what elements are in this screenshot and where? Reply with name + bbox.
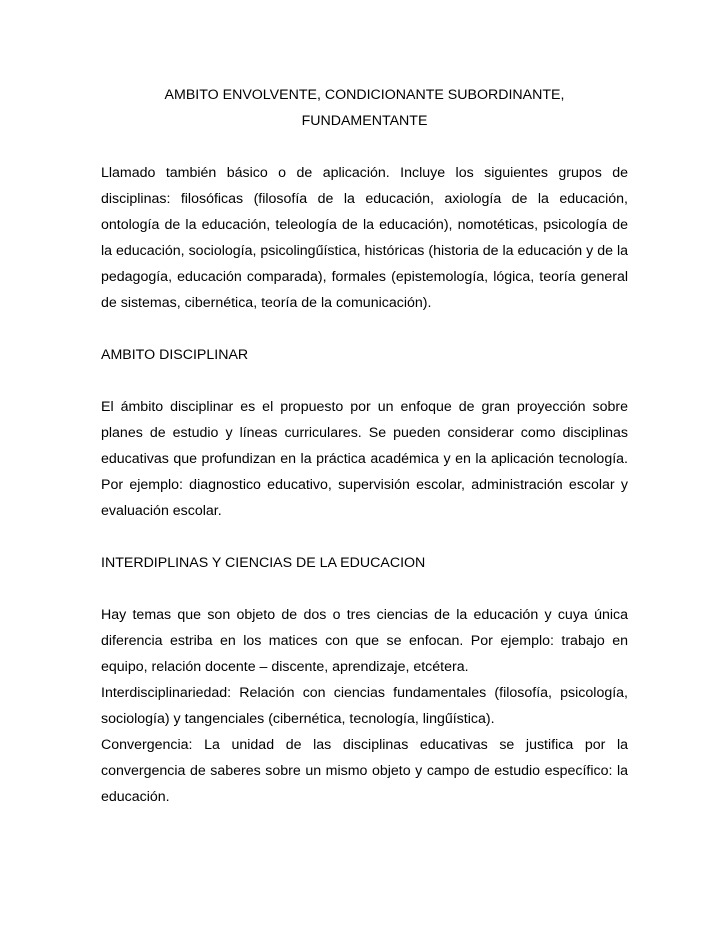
paragraph-ambito-disciplinar: El ámbito disciplinar es el propuesto por un enfoque de gran proyección sobre planes de estudio y líneas curriculares. Se pueden considerar como disciplinas educativas que profundizan en la práctica académica y en la aplicación tecnología. Por ejemplo: diagnostico educativo, supervisión escolar, administración escolar y evaluación escolar. — [101, 399, 628, 519]
section-heading-interdisciplinas: INTERDIPLINAS Y CIENCIAS DE LA EDUCACION — [101, 555, 426, 571]
document-title — [101, 82, 628, 134]
spacer — [101, 316, 628, 342]
spacer — [101, 576, 628, 602]
title-line-2: FUNDAMENTANTE — [301, 113, 428, 129]
spacer — [101, 368, 628, 394]
paragraph-convergencia: Convergencia: La unidad de las disciplinas educativas se justifica por la convergencia de saberes sobre un mismo objeto y campo de estudio específico: la educación. — [101, 737, 628, 805]
paragraph-fundamentante: Llamado también básico o de aplicación. Incluye los siguientes grupos de disciplinas: filosóficas (filosofía de la educación, axiología de la educación, ontología de la educación, teleología de la educación), nomotéticas, psicología de la educación, sociología, psicolingűística, históricas (historia de la educación y de la pedagogía, educación comparada), formales (epistemología, lógica, teoría general de sistemas, cibernética, teoría de la comunicación). — [101, 165, 628, 311]
title-line-1: AMBITO ENVOLVENTE, CONDICIONANTE SUBORDINANTE, — [164, 87, 565, 103]
section-heading-ambito-disciplinar: AMBITO DISCIPLINAR — [101, 347, 249, 363]
spacer — [101, 524, 628, 550]
paragraph-temas-comunes: Hay temas que son objeto de dos o tres ciencias de la educación y cuya única diferencia estriba en los matices con que se enfocan. Por ejemplo: trabajo en equipo, relación docente – discente, aprendizaje, etcétera. — [101, 607, 628, 675]
paragraph-interdisciplinariedad: Interdisciplinariedad: Relación con ciencias fundamentales (filosofía, psicología, sociología) y tangenciales (cibernética, tecnología, lingűística). — [101, 685, 628, 727]
spacer — [101, 134, 628, 160]
document-page — [101, 82, 628, 810]
